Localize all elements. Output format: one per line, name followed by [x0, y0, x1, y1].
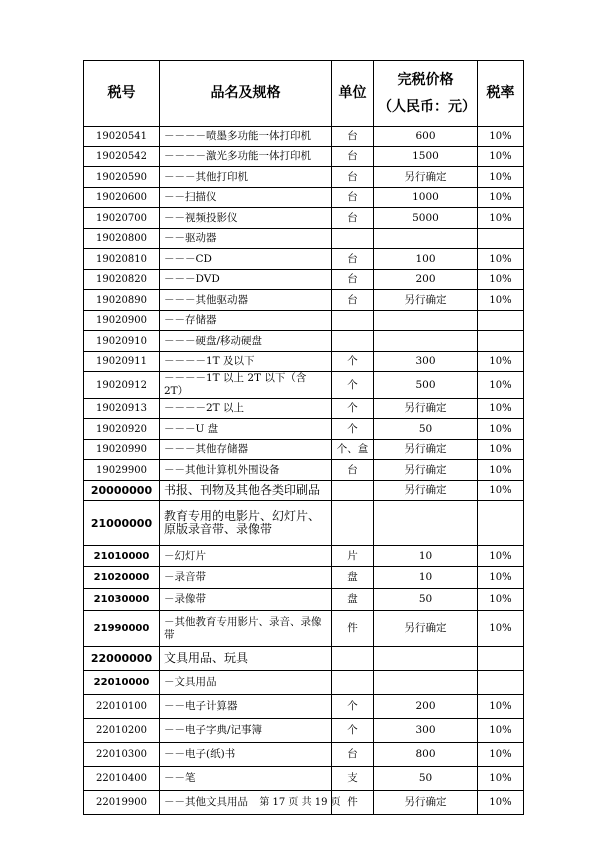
price-cell: 50	[374, 419, 478, 440]
name-cell: －－－其他驱动器	[160, 290, 332, 311]
unit-cell: 个	[332, 695, 374, 719]
tariff-table	[83, 60, 524, 815]
rate-cell	[478, 311, 524, 331]
code-cell: 22010200	[84, 719, 160, 743]
rate-cell: 10%	[478, 567, 524, 589]
unit-cell: 台	[332, 147, 374, 167]
table-row	[84, 372, 524, 399]
table-row	[84, 440, 524, 460]
price-cell: 800	[374, 743, 478, 767]
table-row	[84, 647, 524, 671]
rate-cell: 10%	[478, 208, 524, 229]
price-cell: 1500	[374, 147, 478, 167]
unit-cell: 盘	[332, 589, 374, 611]
unit-cell: 件	[332, 611, 374, 647]
table-row	[84, 167, 524, 188]
rate-cell: 10%	[478, 791, 524, 815]
code-cell: 19020890	[84, 290, 160, 311]
price-cell: 5000	[374, 208, 478, 229]
name-cell: －－－－激光多功能一体打印机	[160, 147, 332, 167]
unit-cell: 件	[332, 791, 374, 815]
table-row	[84, 419, 524, 440]
table-row	[84, 127, 524, 147]
rate-cell: 10%	[478, 419, 524, 440]
code-cell: 19020542	[84, 147, 160, 167]
name-cell: －－其他计算机外围设备	[160, 460, 332, 481]
table-row	[84, 611, 524, 647]
code-cell: 21990000	[84, 611, 160, 647]
table-row	[84, 399, 524, 419]
unit-cell	[332, 331, 374, 352]
price-cell: 另行确定	[374, 167, 478, 188]
table-row	[84, 546, 524, 567]
header-unit: 单位	[332, 61, 374, 127]
name-cell: －－－－1T 及以下	[160, 352, 332, 372]
code-cell: 19020911	[84, 352, 160, 372]
code-cell: 21010000	[84, 546, 160, 567]
table-header-row	[84, 61, 524, 127]
name-cell: －－其他文具用品	[160, 791, 332, 815]
unit-cell	[332, 671, 374, 695]
table-row	[84, 743, 524, 767]
name-cell: －文具用品	[160, 671, 332, 695]
name-cell: －录音带	[160, 567, 332, 589]
unit-cell: 支	[332, 767, 374, 791]
name-cell: －其他教育专用影片、录音、录像带	[160, 611, 332, 647]
unit-cell: 台	[332, 743, 374, 767]
name-cell: －－－－喷墨多功能一体打印机	[160, 127, 332, 147]
rate-cell: 10%	[478, 589, 524, 611]
rate-cell: 10%	[478, 546, 524, 567]
rate-cell: 10%	[478, 352, 524, 372]
price-cell: 200	[374, 270, 478, 290]
unit-cell: 片	[332, 546, 374, 567]
price-cell	[374, 331, 478, 352]
price-cell	[374, 501, 478, 546]
rate-cell: 10%	[478, 167, 524, 188]
name-cell: －－电子(纸)书	[160, 743, 332, 767]
unit-cell: 台	[332, 460, 374, 481]
code-cell: 22010300	[84, 743, 160, 767]
unit-cell: 个	[332, 419, 374, 440]
unit-cell	[332, 647, 374, 671]
code-cell: 21000000	[84, 501, 160, 546]
code-cell: 19020600	[84, 188, 160, 208]
unit-cell: 个	[332, 399, 374, 419]
price-cell: 1000	[374, 188, 478, 208]
code-cell: 19020590	[84, 167, 160, 188]
price-cell: 50	[374, 589, 478, 611]
rate-cell: 10%	[478, 767, 524, 791]
price-cell: 600	[374, 127, 478, 147]
table-row	[84, 671, 524, 695]
table-row	[84, 695, 524, 719]
price-cell: 另行确定	[374, 399, 478, 419]
name-cell: －－－硬盘/移动硬盘	[160, 331, 332, 352]
table-row	[84, 290, 524, 311]
page-footer: 第 17 页 共 19 页	[259, 797, 341, 808]
rate-cell: 10%	[478, 372, 524, 399]
price-cell	[374, 647, 478, 671]
table-row	[84, 331, 524, 352]
rate-cell: 10%	[478, 719, 524, 743]
table-row	[84, 270, 524, 290]
code-cell: 21030000	[84, 589, 160, 611]
table-row	[84, 208, 524, 229]
code-cell: 19029900	[84, 460, 160, 481]
rate-cell: 10%	[478, 440, 524, 460]
unit-cell: 个	[332, 372, 374, 399]
unit-cell: 台	[332, 167, 374, 188]
price-cell: 10	[374, 546, 478, 567]
rate-cell: 10%	[478, 611, 524, 647]
table-row	[84, 229, 524, 249]
price-cell	[374, 671, 478, 695]
header-price-line2: （人民币：元）	[378, 98, 476, 115]
table-row	[84, 481, 524, 501]
header-rate: 税率	[478, 61, 524, 127]
header-price-line1: 完税价格	[397, 71, 454, 88]
header-code: 税号	[84, 61, 160, 127]
table-row	[84, 589, 524, 611]
code-cell: 19020900	[84, 311, 160, 331]
unit-cell	[332, 481, 374, 501]
unit-cell	[332, 501, 374, 546]
code-cell: 20000000	[84, 481, 160, 501]
code-cell: 19020912	[84, 372, 160, 399]
rate-cell: 10%	[478, 188, 524, 208]
rate-cell	[478, 229, 524, 249]
unit-cell: 台	[332, 249, 374, 270]
header-name: 品名及规格	[160, 61, 332, 127]
table-row	[84, 767, 524, 791]
unit-cell: 台	[332, 188, 374, 208]
header-price	[374, 61, 478, 127]
name-cell: －－－其他打印机	[160, 167, 332, 188]
rate-cell: 10%	[478, 249, 524, 270]
name-cell: －－笔	[160, 767, 332, 791]
rate-cell: 10%	[478, 399, 524, 419]
rate-cell: 10%	[478, 695, 524, 719]
rate-cell: 10%	[478, 290, 524, 311]
code-cell: 22010000	[84, 671, 160, 695]
price-cell: 另行确定	[374, 460, 478, 481]
code-cell: 19020910	[84, 331, 160, 352]
unit-cell: 个	[332, 719, 374, 743]
unit-cell	[332, 229, 374, 249]
price-cell: 300	[374, 352, 478, 372]
unit-cell: 个	[332, 352, 374, 372]
rate-cell: 10%	[478, 743, 524, 767]
code-cell: 19020541	[84, 127, 160, 147]
code-cell: 19020913	[84, 399, 160, 419]
price-cell: 10	[374, 567, 478, 589]
rate-cell: 10%	[478, 147, 524, 167]
unit-cell: 台	[332, 208, 374, 229]
table-row	[84, 311, 524, 331]
name-cell: －－电子字典/记事簿	[160, 719, 332, 743]
table-body	[84, 127, 524, 815]
price-cell: 500	[374, 372, 478, 399]
name-cell: －－－－2T 以上	[160, 399, 332, 419]
name-cell: －录像带	[160, 589, 332, 611]
price-cell: 100	[374, 249, 478, 270]
table-row	[84, 188, 524, 208]
price-cell: 另行确定	[374, 481, 478, 501]
table-row	[84, 460, 524, 481]
rate-cell	[478, 671, 524, 695]
name-cell: －－－DVD	[160, 270, 332, 290]
rate-cell: 10%	[478, 481, 524, 501]
price-cell: 300	[374, 719, 478, 743]
rate-cell: 10%	[478, 270, 524, 290]
price-cell: 另行确定	[374, 290, 478, 311]
code-cell: 22019900	[84, 791, 160, 815]
code-cell: 22010400	[84, 767, 160, 791]
name-cell: －－－CD	[160, 249, 332, 270]
name-cell: －－存储器	[160, 311, 332, 331]
unit-cell: 台	[332, 127, 374, 147]
unit-cell: 台	[332, 270, 374, 290]
table-row	[84, 352, 524, 372]
price-cell: 200	[374, 695, 478, 719]
code-cell: 19020700	[84, 208, 160, 229]
name-cell: －－电子计算器	[160, 695, 332, 719]
unit-cell: 盘	[332, 567, 374, 589]
unit-cell: 台	[332, 290, 374, 311]
rate-cell	[478, 501, 524, 546]
code-cell: 19020820	[84, 270, 160, 290]
rate-cell: 10%	[478, 127, 524, 147]
code-cell: 19020800	[84, 229, 160, 249]
name-cell: 书报、刊物及其他各类印刷品	[160, 481, 332, 501]
rate-cell: 10%	[478, 460, 524, 481]
unit-cell: 个、盒	[332, 440, 374, 460]
name-cell: －－－其他存储器	[160, 440, 332, 460]
unit-cell	[332, 311, 374, 331]
code-cell: 22010100	[84, 695, 160, 719]
code-cell: 19020920	[84, 419, 160, 440]
code-cell: 19020990	[84, 440, 160, 460]
name-cell: 教育专用的电影片、幻灯片、原版录音带、录像带	[160, 501, 332, 546]
name-cell: －－－－1T 以上 2T 以下（含 2T）	[160, 372, 332, 399]
table-row	[84, 719, 524, 743]
code-cell: 19020810	[84, 249, 160, 270]
name-cell: 文具用品、玩具	[160, 647, 332, 671]
price-cell	[374, 229, 478, 249]
rate-cell	[478, 331, 524, 352]
price-cell: 另行确定	[374, 440, 478, 460]
rate-cell	[478, 647, 524, 671]
table-row	[84, 567, 524, 589]
name-cell: －－－U 盘	[160, 419, 332, 440]
price-cell: 50	[374, 767, 478, 791]
price-cell	[374, 311, 478, 331]
name-cell: －－视频投影仪	[160, 208, 332, 229]
name-cell: －－扫描仪	[160, 188, 332, 208]
code-cell: 22000000	[84, 647, 160, 671]
table-row	[84, 249, 524, 270]
price-cell: 另行确定	[374, 611, 478, 647]
table-row	[84, 147, 524, 167]
name-cell: －幻灯片	[160, 546, 332, 567]
price-cell: 另行确定	[374, 791, 478, 815]
table-row	[84, 501, 524, 546]
code-cell: 21020000	[84, 567, 160, 589]
name-cell: －－驱动器	[160, 229, 332, 249]
